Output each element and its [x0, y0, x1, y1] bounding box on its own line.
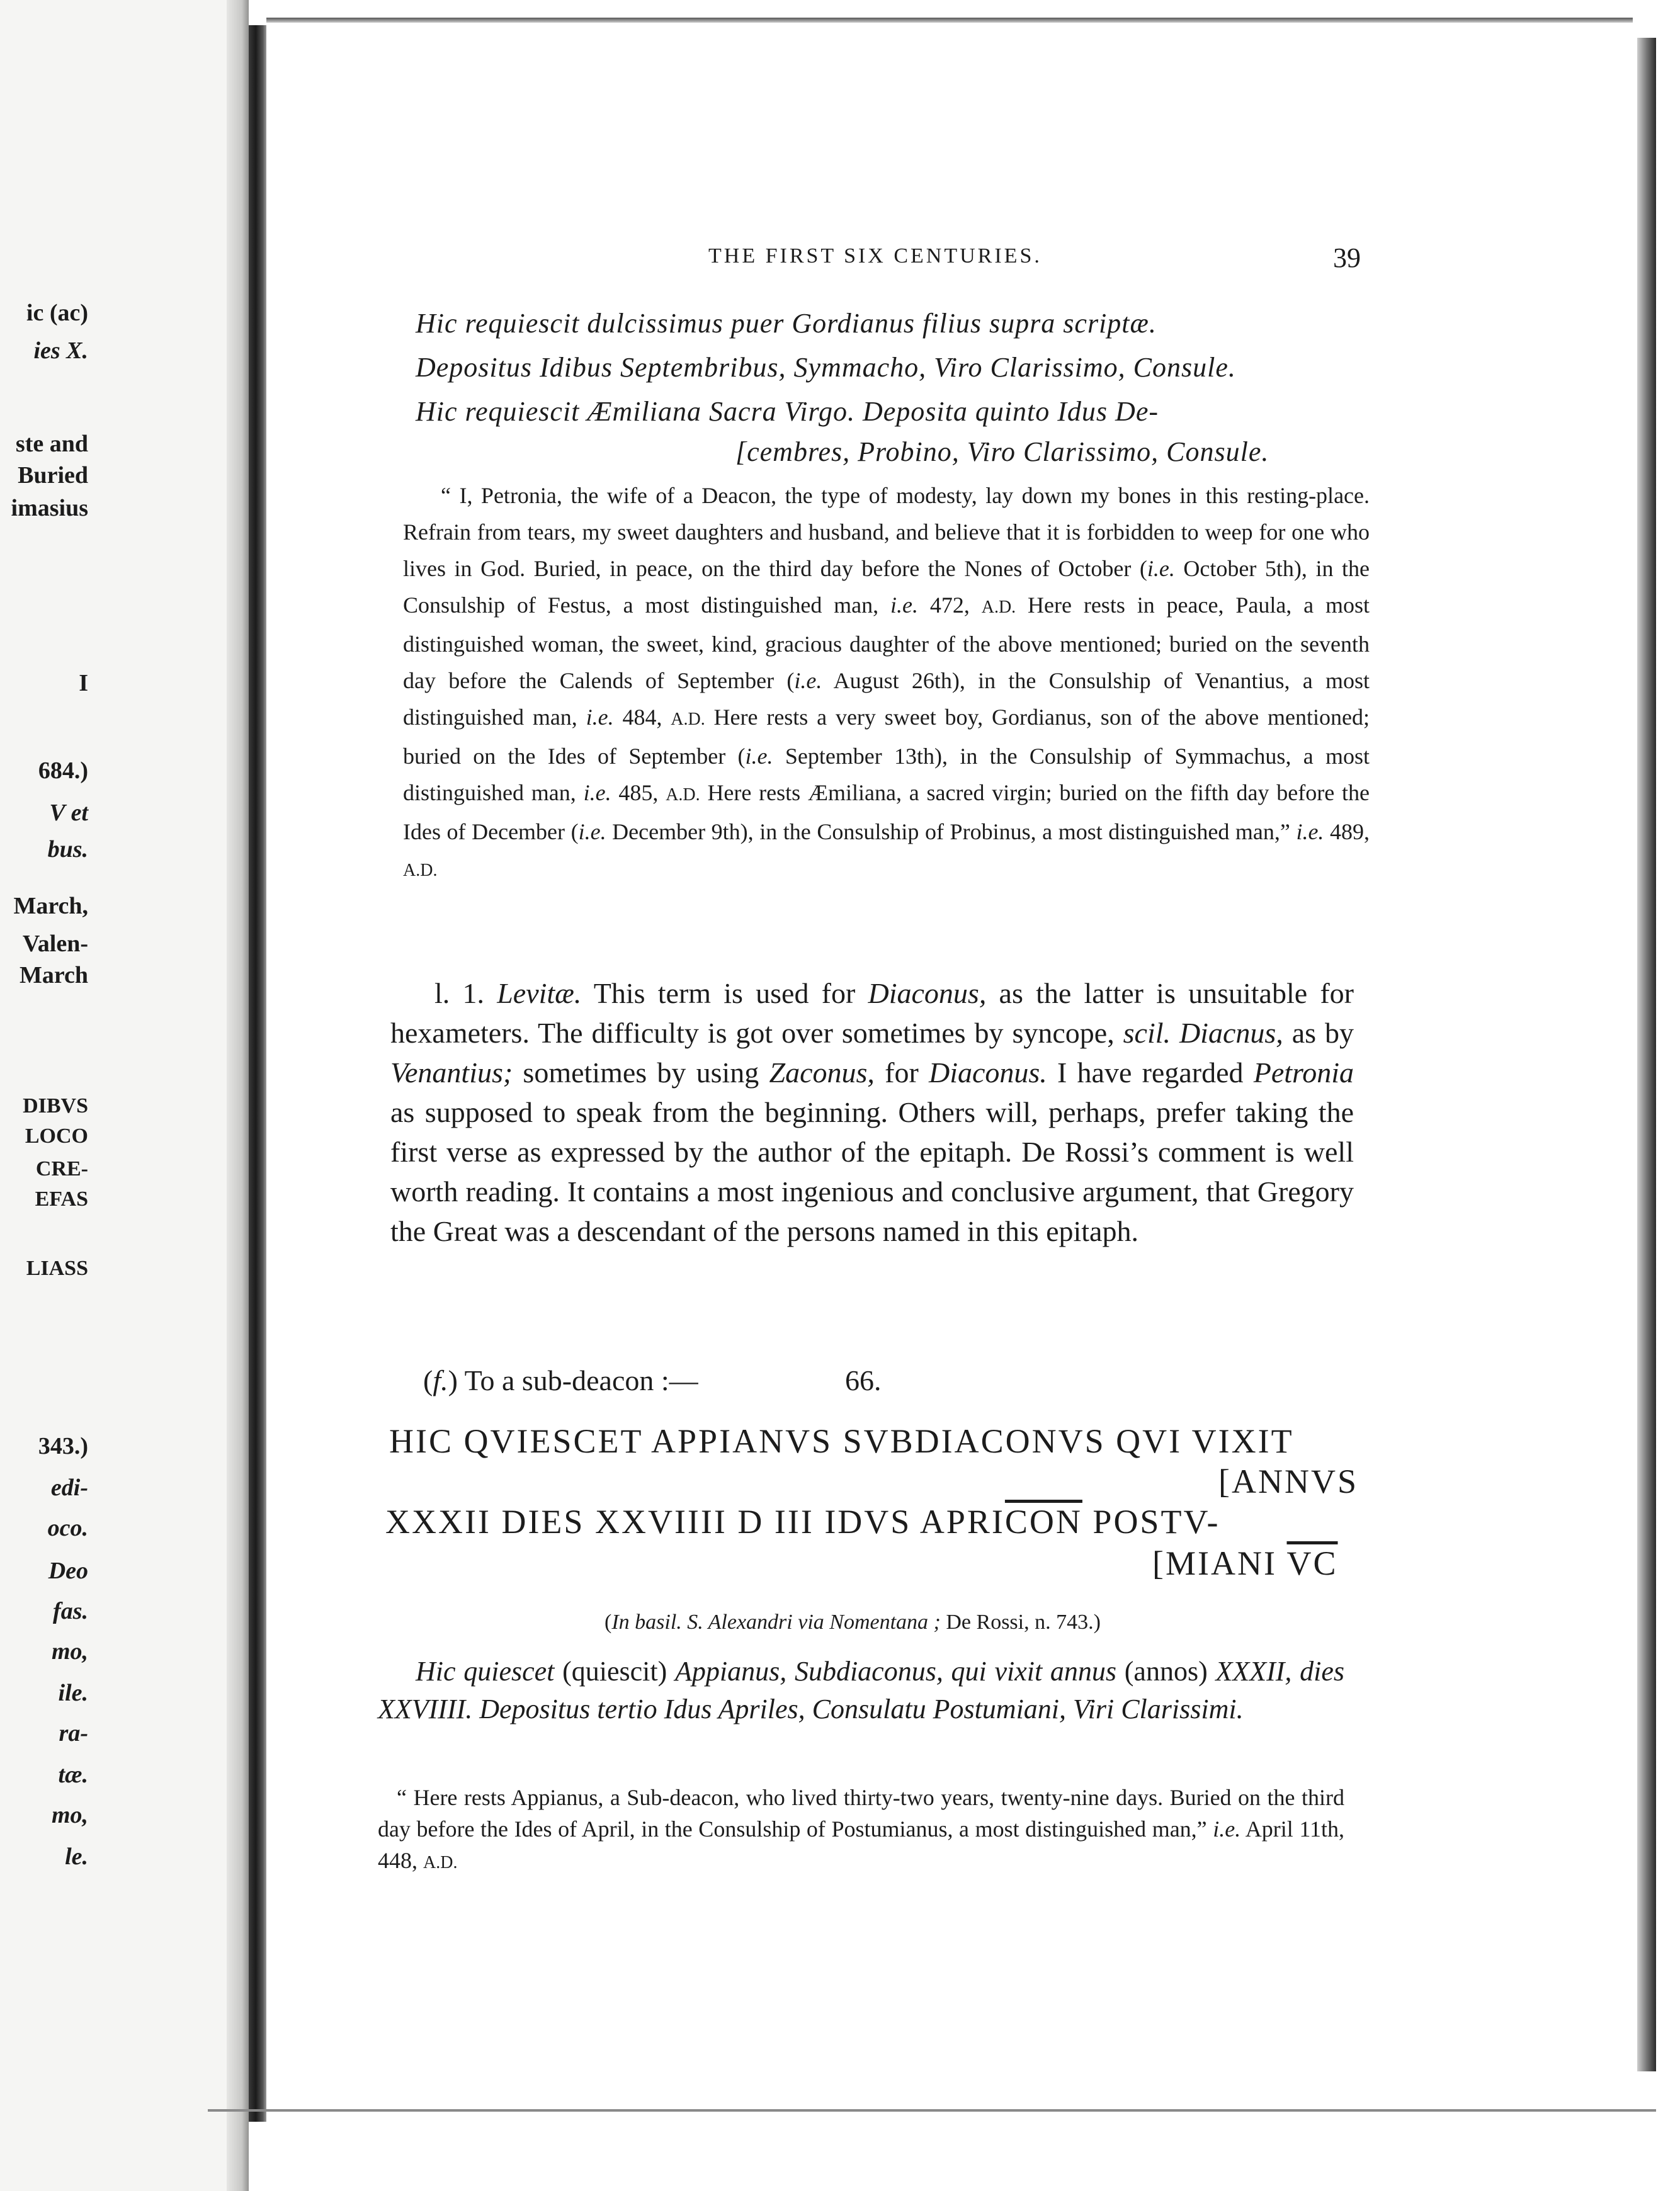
left-page-fragment: March: [19, 962, 88, 988]
text-run: “ Here rests Appianus, a Sub-deacon, who lived thirty-two years, twenty-nine days. Buried on the third day before the Ides of April, in the Consulship of Postumianus, a most distinguished man,”: [378, 1785, 1344, 1842]
italic-run: Zaconus,: [769, 1056, 875, 1089]
italic-run: Petronia: [1253, 1056, 1354, 1089]
text-run: “ I, Petronia, the wife of a Deacon, the type of modesty, lay down my bones in this resting-place. Refrain from tears, my sweet daughters and husband, and believe that it is forbidden to weep for one who lives in God. Buried, in peace, on the third day before the Nones of October (: [403, 483, 1370, 581]
page-number: 39: [1333, 242, 1361, 273]
overlined-abbreviation: $\overline{CON}$: [1004, 1503, 1082, 1541]
small-caps-run: A.D.: [423, 1853, 458, 1872]
italic-run: i.e.: [586, 705, 614, 730]
left-page-fragment: LOCO: [25, 1124, 88, 1148]
text-run: (annos): [1116, 1656, 1216, 1687]
italic-run: In basil. S. Alexandri via Nomentana ;: [611, 1611, 941, 1634]
left-page-fragment: LIASS: [26, 1257, 88, 1280]
page-top-edge: [266, 18, 1633, 23]
text-run: This term is used for: [581, 977, 868, 1009]
gutter-shadow: [227, 0, 249, 2191]
text-run: 472,: [918, 592, 982, 618]
latin-line-1: Hic requiescit dulcissimus puer Gordianus filius supra scriptæ.: [416, 308, 1157, 339]
text-run: sometimes by using: [513, 1056, 769, 1089]
left-page-fragment: ste and: [15, 431, 88, 457]
small-caps-run: A.D.: [403, 861, 438, 880]
text-run: December 9th), in the Consulship of Probinus, a most distinguished man,”: [606, 819, 1297, 844]
text-run: 484,: [613, 705, 671, 730]
italic-run: Appianus, Subdiaconus, qui vixit annus: [675, 1656, 1117, 1687]
text-run: April 11th, 448,: [378, 1816, 1344, 1873]
italic-run: scil. Diacnus,: [1123, 1017, 1283, 1049]
left-page-fragment: tæ.: [58, 1762, 88, 1788]
section-heading: [423, 1364, 698, 1397]
left-page-fragment: I: [79, 670, 88, 696]
commentary-note: [390, 973, 1354, 1251]
page-right-edge: [1637, 38, 1656, 2071]
italic-run: Hic quiescet: [416, 1656, 555, 1687]
text-run: August 26th), in the Consulship of Venantius, a most distinguished man,: [403, 668, 1370, 730]
left-page-fragment: ies X.: [33, 337, 88, 364]
text-run: l. 1.: [434, 977, 497, 1009]
italic-run: Levitæ.: [497, 977, 582, 1009]
translation-paragraph-2: [378, 1782, 1344, 1879]
italic-run: i.e.: [578, 819, 606, 844]
italic-run: i.e.: [745, 744, 773, 769]
latin-line-4: [cembres, Probino, Viro Clarissimo, Consule.: [735, 436, 1269, 467]
text-run: (: [423, 1364, 433, 1396]
text-run: Here rests in peace, Paula, a most distinguished woman, the sweet, kind, gracious daughter of the above mentioned; buried on the seventh day before the Calends of September (: [403, 592, 1370, 693]
latin-line-2: Depositus Idibus Septembribus, Symmacho, Viro Clarissimo, Consule.: [416, 352, 1236, 383]
small-caps-run: A.D.: [666, 785, 700, 805]
text-run: 485,: [611, 780, 666, 805]
italic-run: i.e.: [1296, 819, 1324, 844]
left-page-fragment: Deo: [48, 1558, 88, 1584]
book-spine: [249, 25, 266, 2122]
italic-run: i.e.: [794, 668, 822, 693]
italic-run: XXXII, dies XXVIIII. Depositus tertio Idus Apriles, Consulatu Postumiani, Viri Clarissimi.: [378, 1656, 1344, 1724]
italic-run: f.: [433, 1364, 448, 1396]
left-page-fragment: Buried: [18, 462, 88, 489]
italic-run: Diaconus,: [868, 977, 987, 1009]
italic-run: i.e.: [890, 592, 919, 618]
text-run: POSTV-: [1082, 1503, 1220, 1541]
latin-transcription: [378, 1653, 1344, 1728]
text-run: (: [604, 1611, 612, 1634]
left-page-fragment: bus.: [47, 836, 88, 863]
text-run: XXXII DIES XXVIIII D III IDVS APRI: [385, 1503, 1005, 1541]
text-run: Here rests Æmiliana, a sacred virgin; buried on the fifth day before the Ides of December (: [403, 780, 1370, 844]
text-run: Here rests a very sweet boy, Gordianus, son of the above mentioned; buried on the Ides of September (: [403, 705, 1370, 769]
left-page-fragment: V et: [49, 800, 88, 826]
small-caps-run: A.D.: [671, 710, 705, 729]
italic-run: i.e.: [1147, 556, 1175, 581]
text-run: as by: [1283, 1017, 1354, 1049]
left-page-fragment: le.: [65, 1843, 88, 1870]
text-run: I have regarded: [1047, 1056, 1254, 1089]
left-page-fragment: ile.: [58, 1680, 88, 1706]
small-caps-run: A.D.: [981, 597, 1016, 617]
text-run: [MIANI: [1152, 1544, 1287, 1582]
text-run: 489,: [1324, 819, 1370, 844]
left-page-fragment: CRE-: [35, 1157, 88, 1180]
text-run: September 13th), in the Consulship of Symmachus, a most distinguished man,: [403, 744, 1370, 805]
left-page-fragment: ic (ac): [26, 300, 88, 326]
left-page-fragment: March,: [13, 893, 88, 919]
italic-run: i.e.: [583, 780, 611, 805]
text-run: as the latter is unsuitable for hexameters. The difficulty is got over sometimes by syncope,: [390, 977, 1354, 1049]
inscription-line-3: [385, 1502, 1220, 1541]
left-page-fragment: DIBVS: [23, 1094, 88, 1118]
left-facing-page: [0, 0, 249, 2191]
inscription-line-1: HIC QVIESCET APPIANVS SVBDIACONVS QVI VIXIT: [389, 1422, 1294, 1460]
translation-paragraph-1: [403, 477, 1370, 889]
left-page-fragment: EFAS: [35, 1187, 88, 1211]
overlined-abbreviation: $\overline{VC}$: [1286, 1544, 1338, 1582]
text-run: De Rossi, n. 743.): [940, 1611, 1101, 1634]
inscription-number: 66.: [845, 1364, 882, 1396]
left-page-fragment: edi-: [50, 1475, 88, 1501]
left-page-fragment: oco.: [47, 1515, 88, 1541]
text-run: ) To a sub-deacon :—: [448, 1364, 698, 1396]
inscription-line-4: [1152, 1544, 1338, 1583]
left-page-fragment: ra-: [59, 1720, 88, 1747]
italic-run: Diaconus.: [928, 1056, 1047, 1089]
left-page-fragment: Valen-: [22, 931, 88, 957]
text-run: as supposed to speak from the beginning. Others will, perhaps, prefer taking the first verse as expressed by the author of the epitaph. De Rossi’s comment is well worth reading. It contains a most ingenious and conclusive argument, that Gregory the Great was a descendant of the persons named in this epitaph.: [390, 1096, 1354, 1247]
italic-run: i.e.: [1213, 1816, 1241, 1842]
left-page-fragment: mo,: [51, 1802, 88, 1828]
text-run: for: [874, 1056, 929, 1089]
text-run: (quiescit): [554, 1656, 675, 1687]
source-citation: [604, 1611, 1101, 1634]
left-page-fragment: 684.): [38, 757, 88, 784]
page-bottom-edge: [208, 2109, 1656, 2112]
left-page-fragment: imasius: [11, 495, 88, 521]
left-page-fragment: 343.): [38, 1433, 88, 1459]
left-page-fragment: mo,: [51, 1638, 88, 1665]
left-page-fragment: fas.: [53, 1598, 88, 1624]
text-run: October 5th), in the Consulship of Festus, a most distinguished man,: [403, 556, 1370, 618]
inscription-line-2: [ANNVS: [1218, 1463, 1359, 1500]
italic-run: Venantius;: [390, 1056, 513, 1089]
latin-line-3: Hic requiescit Æmiliana Sacra Virgo. Deposita quinto Idus De-: [416, 396, 1159, 427]
running-head: THE FIRST SIX CENTURIES.: [708, 244, 1042, 268]
